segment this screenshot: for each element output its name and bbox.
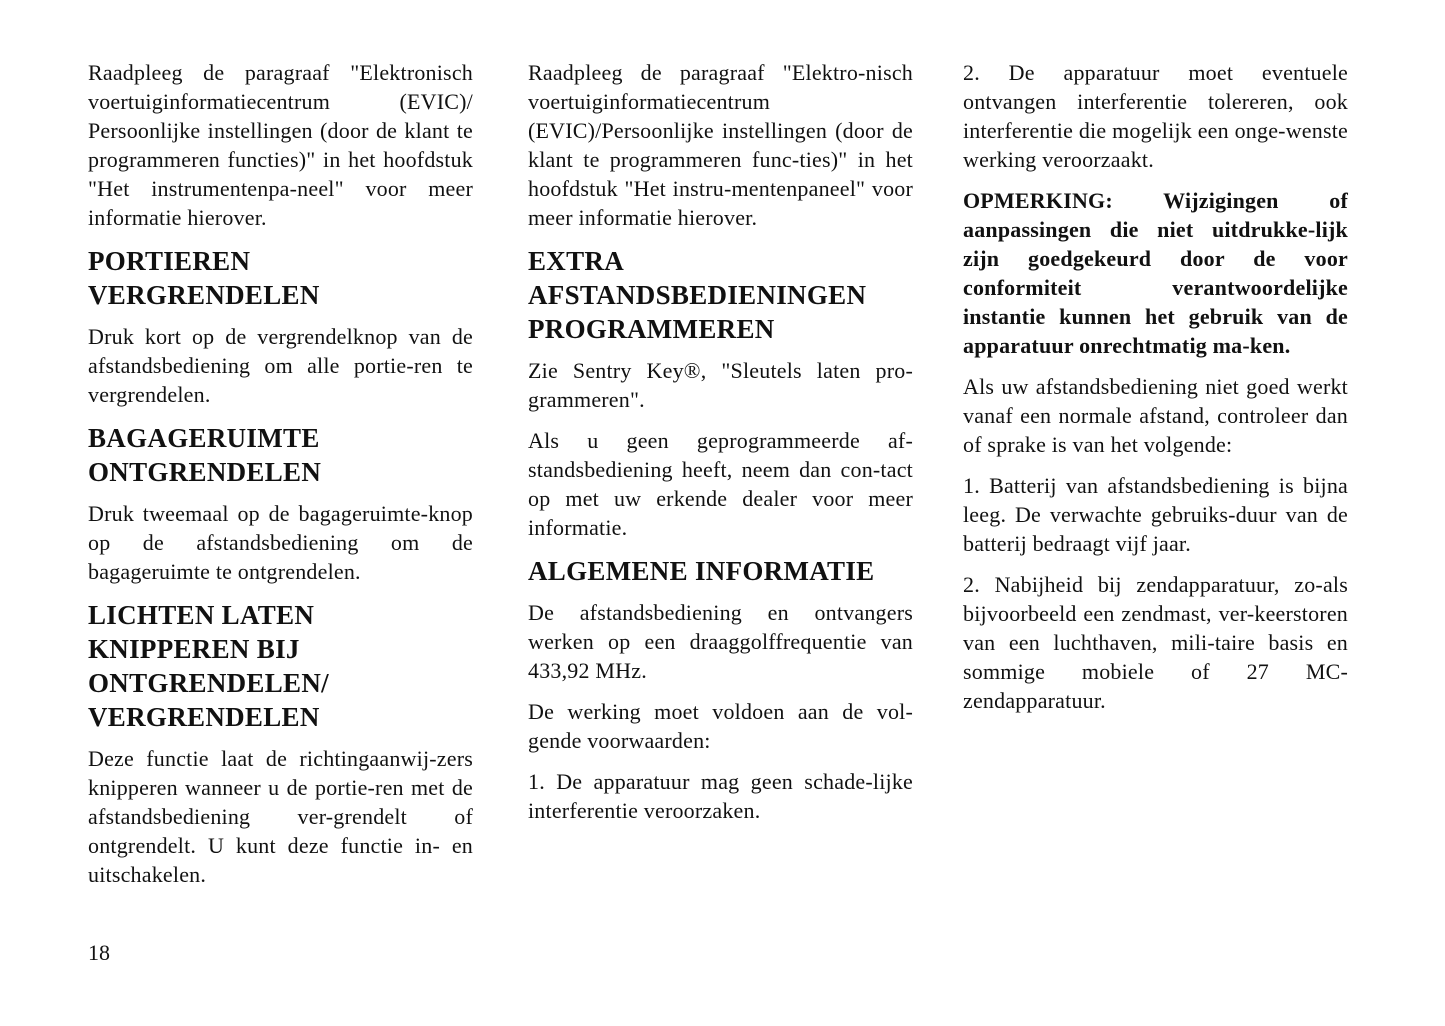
paragraph-conditions-intro: De werking moet voldoen aan de vol-gende voorwaarden:: [528, 699, 913, 753]
heading-bagageruimte-ontgrendelen: BAGAGERUIMTE ONTGRENDELEN: [88, 423, 322, 487]
heading-extra-afstandsbedieningen: EXTRA AFSTANDSBEDIENINGEN PROGRAMMEREN: [528, 246, 867, 344]
paragraph-frequency: De afstandsbediening en ontvangers werken op een draaggolffrequentie van 433,92 MHz.: [528, 600, 913, 683]
heading-algemene-informatie: ALGEMENE INFORMATIE: [528, 556, 875, 586]
paragraph-lock-doors: Druk kort op de vergrendelknop van de afstandsbediening om alle portie-ren te vergrendelen.: [88, 324, 473, 407]
paragraph-contact-dealer: Als u geen geprogrammeerde af-standsbediening heeft, neem dan con-tact op met uw erkende dealer voor meer informatie.: [528, 428, 913, 540]
paragraph-flash-lights: Deze functie laat de richtingaanwij-zers knipperen wanneer u de portie-ren met de afstandsbediening ver-grendelt of ontgrendelt. U kunt deze functie in- en uitschakelen.: [88, 746, 473, 887]
heading-lichten-knipperen: LICHTEN LATEN KNIPPEREN BIJ ONTGRENDELEN/ VERGRENDELEN: [88, 600, 329, 732]
paragraph-troubleshoot-intro: Als uw afstandsbediening niet goed werkt vanaf een normale afstand, controleer dan of sprake is van het volgende:: [963, 374, 1348, 457]
column-2: [528, 58, 913, 837]
paragraph-sentry-key: Zie Sentry Key®, "Sleutels laten pro-grammeren".: [528, 358, 913, 412]
paragraph-evic-reference-2: Raadpleeg de paragraaf "Elektro-nisch voertuiginformatiecentrum (EVIC)/Persoonlijke instellingen (door de klant te programmeren func-ties)" in het hoofdstuk "Het instru-mentenpaneel" voor meer informatie hierover.: [528, 60, 913, 230]
note-opmerking: OPMERKING: Wijzigingen of aanpassingen die niet uitdrukke-lijk zijn goedgekeurd door de voor conformiteit verantwoordelijke instantie kunnen het gebruik van de apparatuur onrechtmatig ma-ken.: [963, 188, 1348, 358]
heading-portieren-vergrendelen: PORTIEREN VERGRENDELEN: [88, 246, 320, 310]
column-3: [963, 58, 1348, 727]
paragraph-condition-1: 1. De apparatuur mag geen schade-lijke interferentie veroorzaken.: [528, 769, 913, 823]
column-1: [88, 58, 473, 901]
paragraph-condition-2: 2. De apparatuur moet eventuele ontvangen interferentie tolereren, ook interferentie die mogelijk een onge-wenste werking veroorzaakt.: [963, 60, 1348, 172]
paragraph-evic-reference: Raadpleeg de paragraaf "Elektronisch voertuiginformatiecentrum (EVIC)/ Persoonlijke instellingen (door de klant te programmeren functies)" in het hoofdstuk "Het instrumentenpa-neel" voor meer informatie hierover.: [88, 60, 473, 230]
paragraph-unlock-trunk: Druk tweemaal op de bagageruimte-knop op de afstandsbediening om de bagageruimte te ontgrendelen.: [88, 501, 473, 584]
page-number: 18: [88, 940, 110, 965]
paragraph-battery: 1. Batterij van afstandsbediening is bijna leeg. De verwachte gebruiks-duur van de batterij bedraagt vijf jaar.: [963, 473, 1348, 556]
paragraph-transmitters: 2. Nabijheid bij zendapparatuur, zo-als bijvoorbeeld een zendmast, ver-keerstoren van een luchthaven, mili-taire basis en sommige mobiele of 27 MC-zendapparatuur.: [963, 572, 1348, 713]
